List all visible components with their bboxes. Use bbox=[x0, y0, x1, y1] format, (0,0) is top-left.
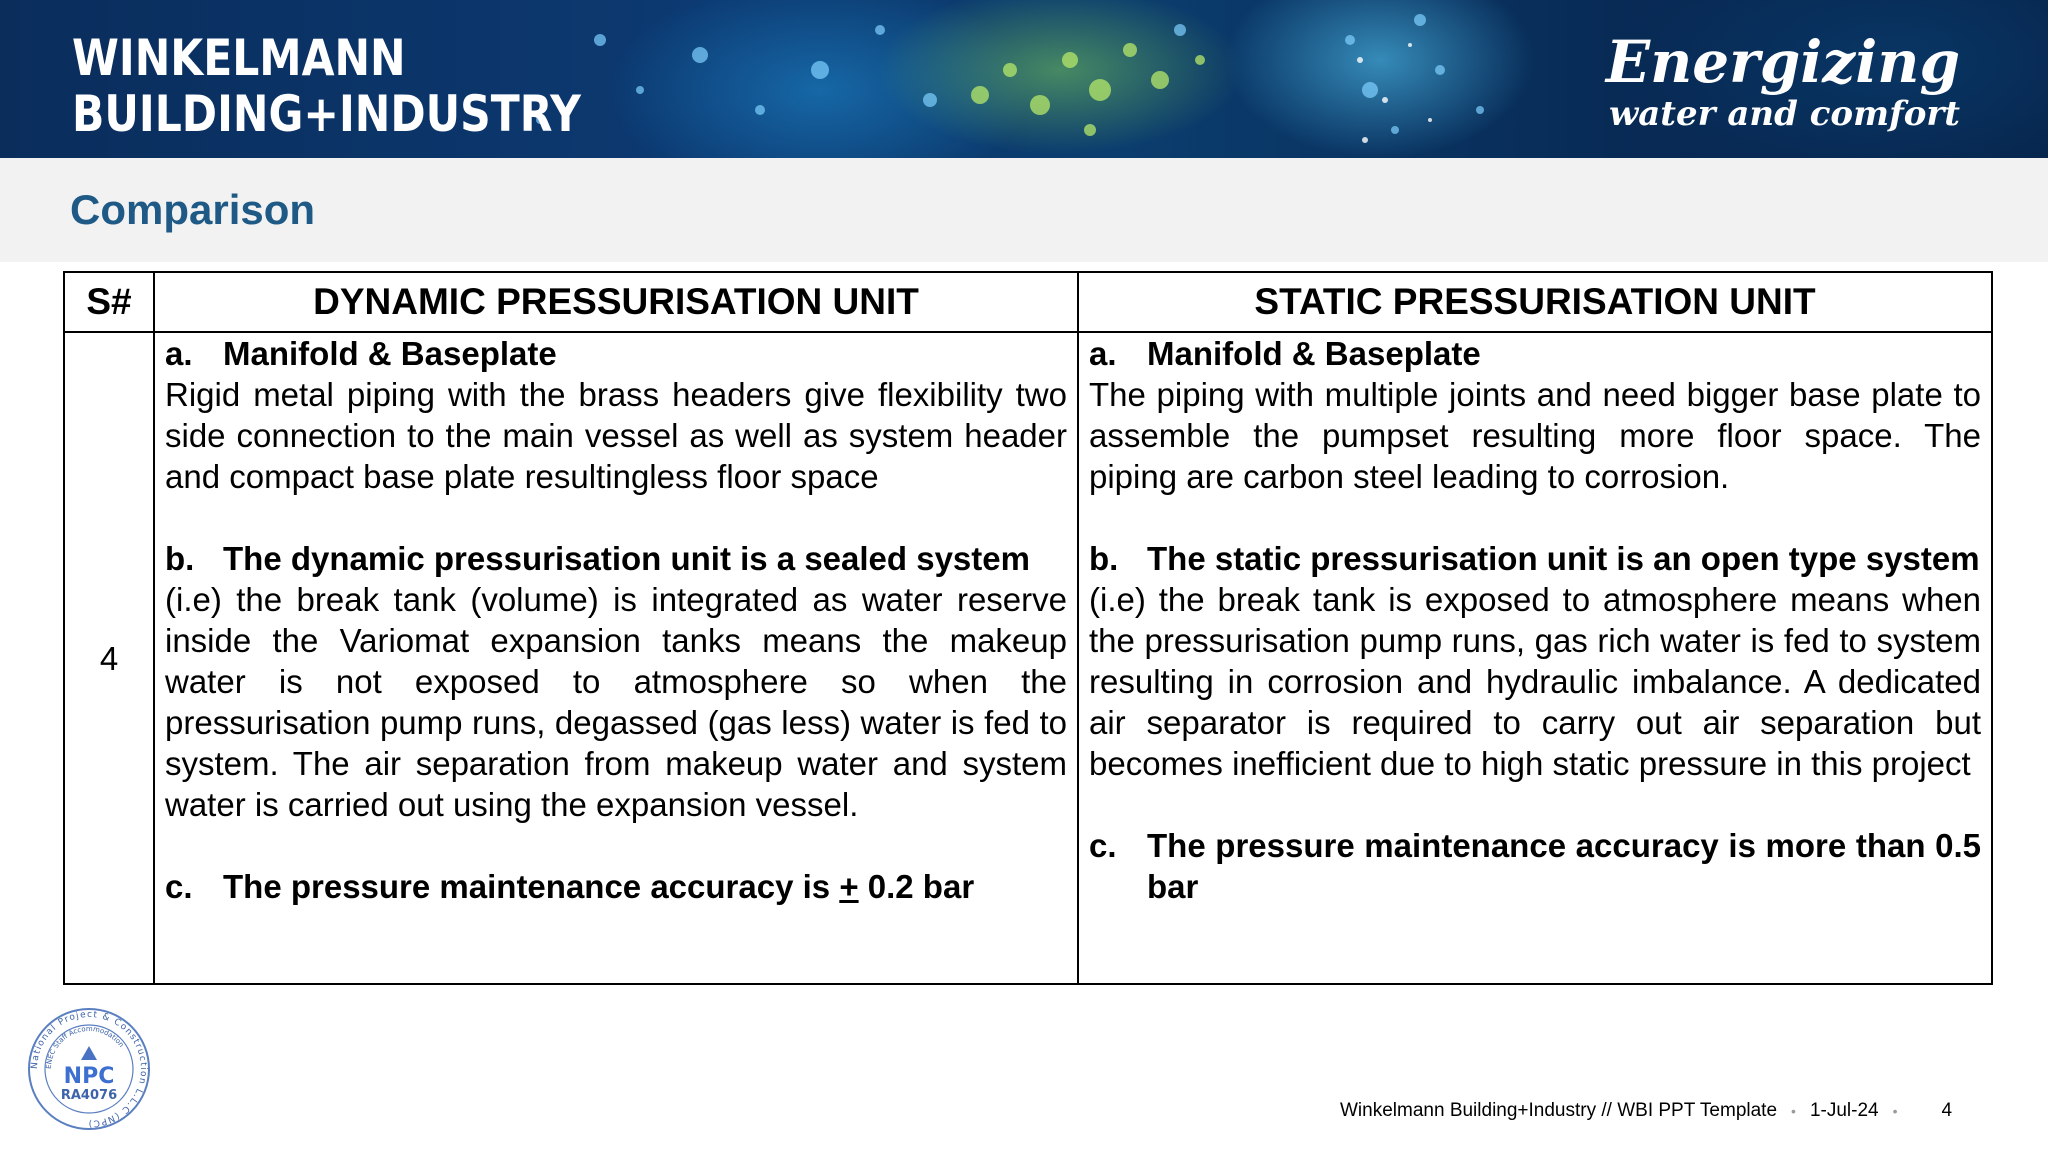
footer-date: 1-Jul-24 bbox=[1809, 1100, 1879, 1121]
plus-minus-sign: + bbox=[839, 868, 859, 905]
tagline-line-1: Energizing bbox=[1605, 28, 1960, 96]
table-row bbox=[64, 332, 1992, 984]
tagline-line-2: water and comfort bbox=[1608, 94, 1960, 134]
brand-line-2: BUILDING+INDUSTRY bbox=[72, 85, 581, 143]
item-heading: The pressure maintenance accuracy is more than 0.5 bar bbox=[1147, 827, 1981, 905]
tagline bbox=[1606, 30, 1960, 134]
item-heading: The static pressurisation unit is an open type system bbox=[1147, 540, 1980, 577]
dynamic-cell bbox=[154, 332, 1078, 984]
static-item-a-heading bbox=[1089, 333, 1981, 374]
dynamic-item-a-text: Rigid metal piping with the brass headers give flexibility two side connection to the main vessel as well as system header and compact base plate resultingless floor space bbox=[165, 376, 1067, 495]
dot-separator-icon: • bbox=[1791, 1103, 1796, 1119]
stamp-arc-text: National Project & Construction L.L.C (NPC) bbox=[29, 1009, 149, 1129]
dynamic-item-b-heading bbox=[165, 538, 1067, 579]
brand-line-1: WINKELMANN bbox=[72, 29, 406, 87]
item-heading: Manifold & Baseplate bbox=[223, 335, 557, 372]
footer-page-number: 4 bbox=[1941, 1100, 1953, 1121]
item-marker: c. bbox=[165, 868, 193, 905]
stamp-logo: NPC bbox=[63, 1064, 115, 1089]
header-sn: S# bbox=[64, 272, 154, 332]
static-item-b-text: (i.e) the break tank is exposed to atmosphere means when the pressurisation pump runs, gas rich water is fed to system resulting in corrosion and hydraulic imbalance. A dedicated air separator is required to carry out air separation but becomes inefficient due to high static pressure in this project bbox=[1089, 581, 1981, 782]
item-heading: Manifold & Baseplate bbox=[1147, 335, 1481, 372]
header-static: STATIC PRESSURISATION UNIT bbox=[1078, 272, 1992, 332]
item-marker: b. bbox=[1089, 540, 1119, 577]
heading-part: The pressure maintenance accuracy is bbox=[223, 868, 840, 905]
dynamic-item-a-heading bbox=[165, 333, 1067, 374]
item-marker: a. bbox=[165, 335, 193, 372]
dot-separator-icon: • bbox=[1892, 1103, 1898, 1119]
stamp-inner-text: ENEC Staff Accommodation bbox=[44, 1024, 126, 1070]
slide-footer bbox=[1340, 1100, 1952, 1122]
footer-template-text: Winkelmann Building+Industry // WBI PPT Template bbox=[1340, 1100, 1778, 1121]
dynamic-item-c-heading bbox=[165, 866, 1067, 907]
brand-logo-text bbox=[72, 30, 581, 142]
item-marker: a. bbox=[1089, 335, 1117, 372]
company-stamp bbox=[26, 1006, 152, 1132]
static-item-c-heading bbox=[1089, 825, 1981, 907]
item-heading: The dynamic pressurisation unit is a sealed system bbox=[223, 540, 1030, 577]
comparison-table bbox=[63, 271, 1993, 985]
header-banner bbox=[0, 0, 2048, 158]
item-marker: c. bbox=[1089, 827, 1117, 864]
header-dynamic: DYNAMIC PRESSURISATION UNIT bbox=[154, 272, 1078, 332]
heading-part: 0.2 bar bbox=[858, 868, 975, 905]
item-marker: b. bbox=[165, 540, 195, 577]
stamp-code: RA4076 bbox=[60, 1088, 118, 1103]
title-band bbox=[0, 158, 2048, 262]
item-heading bbox=[223, 866, 1067, 907]
page-title: Comparison bbox=[70, 186, 316, 233]
table-header-row bbox=[64, 272, 1992, 332]
static-item-b-heading bbox=[1089, 538, 1981, 579]
static-item-a-text: The piping with multiple joints and need bigger base plate to assemble the pumpset resulting more floor space. The piping are carbon steel leading to corrosion. bbox=[1089, 376, 1981, 495]
static-cell bbox=[1078, 332, 1992, 984]
row-number: 4 bbox=[64, 332, 154, 984]
dynamic-item-b-text: (i.e) the break tank (volume) is integrated as water reserve inside the Variomat expansion tanks means the makeup water is not exposed to atmosphere so when the pressurisation pump runs, degassed (gas less) water is fed to system. The air separation from makeup water and system water is carried out using the expansion vessel. bbox=[165, 581, 1067, 823]
stamp-triangle-icon bbox=[81, 1046, 97, 1060]
